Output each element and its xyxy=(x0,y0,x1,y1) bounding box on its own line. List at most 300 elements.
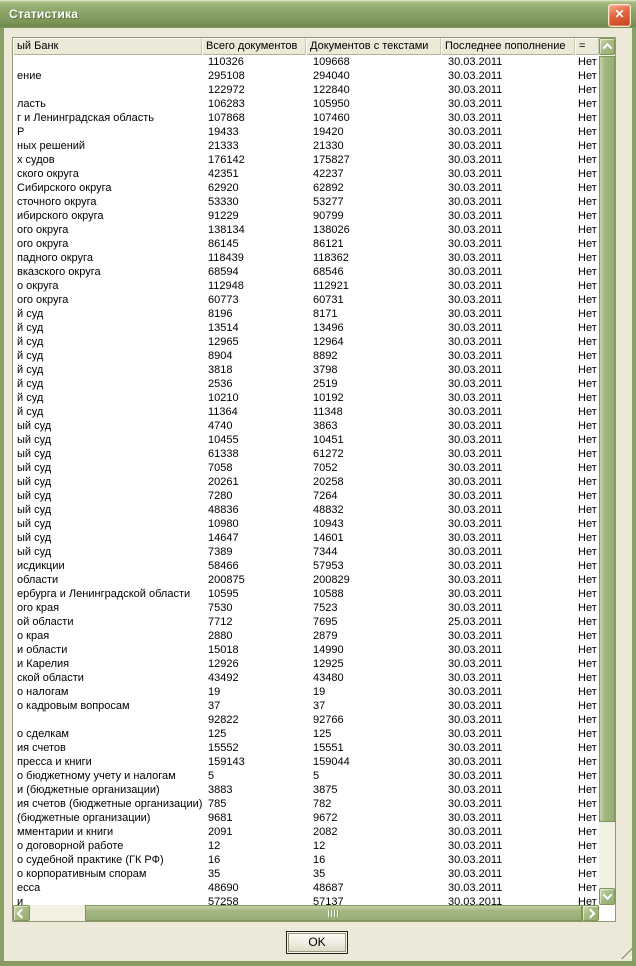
table-cell: Нет xyxy=(578,392,597,404)
table-cell: 30.03.2011 xyxy=(448,364,503,376)
table-row[interactable] xyxy=(13,657,599,671)
table-cell: 30.03.2011 xyxy=(448,658,503,670)
table-row[interactable] xyxy=(13,503,599,517)
window-border-right xyxy=(632,28,636,966)
table-cell: 200829 xyxy=(313,574,350,586)
table-cell: 30.03.2011 xyxy=(448,490,503,502)
table-cell: 30.03.2011 xyxy=(448,518,503,530)
window-border-bottom xyxy=(0,961,636,966)
table-row[interactable] xyxy=(13,405,599,419)
table-cell: 60731 xyxy=(313,294,344,306)
table-cell: й суд xyxy=(17,308,44,320)
table-cell: Нет xyxy=(578,70,597,82)
table-row[interactable] xyxy=(13,251,599,265)
table-cell: Р xyxy=(17,126,25,138)
table-cell: 30.03.2011 xyxy=(448,238,503,250)
table-cell: 48690 xyxy=(208,882,239,894)
table-cell xyxy=(13,83,202,97)
table-cell: Нет xyxy=(578,714,597,726)
table-cell: Нет xyxy=(578,840,597,852)
table-row[interactable] xyxy=(13,195,599,209)
table-cell: 30.03.2011 xyxy=(448,420,503,432)
table-row[interactable] xyxy=(13,391,599,405)
table-cell: ской области xyxy=(17,672,84,684)
table-cell: Нет xyxy=(578,518,597,530)
table-cell: 16 xyxy=(313,854,326,866)
table-cell: 30.03.2011 xyxy=(448,714,503,726)
table-cell: о кадровым вопросам xyxy=(17,700,130,712)
table-row[interactable] xyxy=(13,769,599,783)
chevron-up-icon xyxy=(602,43,612,53)
table-cell: 12925 xyxy=(313,658,344,670)
table-cell: 10595 xyxy=(208,588,239,600)
table-cell: Нет xyxy=(578,140,597,152)
table-row[interactable] xyxy=(13,433,599,447)
table-cell: 8171 xyxy=(313,308,338,320)
table-cell: Нет xyxy=(578,350,597,362)
table-cell: 7695 xyxy=(313,616,338,628)
table-cell: 159143 xyxy=(208,756,245,768)
table-cell: 3875 xyxy=(313,784,338,796)
table-row[interactable] xyxy=(13,895,599,905)
table-row[interactable] xyxy=(13,167,599,181)
table-cell: о судебной практике (ГК РФ) xyxy=(17,854,164,866)
table-cell: 7058 xyxy=(208,462,233,474)
table-cell: 8904 xyxy=(208,350,233,362)
table-row[interactable] xyxy=(13,727,599,741)
table-cell: о округа xyxy=(17,280,59,292)
table-cell: 2519 xyxy=(313,378,338,390)
table-cell: 86145 xyxy=(208,238,239,250)
table-cell: 48687 xyxy=(313,882,344,894)
table-cell: 30.03.2011 xyxy=(448,644,503,656)
table-row[interactable] xyxy=(13,489,599,503)
table-cell: 10455 xyxy=(208,434,239,446)
table-cell: 11364 xyxy=(208,406,238,418)
table-cell: 118362 xyxy=(313,252,349,264)
table-row[interactable] xyxy=(13,97,599,111)
table-cell: области xyxy=(17,574,59,586)
table-row[interactable] xyxy=(13,797,599,811)
table-cell: 43492 xyxy=(208,672,239,684)
table-cell: 122972 xyxy=(208,84,245,96)
table-cell: й суд xyxy=(17,350,44,362)
table-cell: 30.03.2011 xyxy=(448,336,503,348)
table-cell: 30.03.2011 xyxy=(448,392,503,404)
table-row[interactable] xyxy=(13,377,599,391)
table-cell: 30.03.2011 xyxy=(448,728,503,740)
table-cell: Нет xyxy=(578,84,597,96)
table-cell: Нет xyxy=(578,434,597,446)
table-cell: Нет xyxy=(578,98,597,110)
table-row[interactable] xyxy=(13,111,599,125)
statistics-table xyxy=(12,37,616,922)
table-cell: 10588 xyxy=(313,588,344,600)
table-row[interactable] xyxy=(13,181,599,195)
table-cell: 15018 xyxy=(208,644,239,656)
title-bar[interactable] xyxy=(0,0,636,28)
table-cell: Нет xyxy=(578,406,597,418)
table-cell: 19420 xyxy=(313,126,344,138)
table-cell: 53330 xyxy=(208,196,239,208)
column-header[interactable]: = xyxy=(575,38,599,55)
table-cell: 12964 xyxy=(313,336,344,348)
vertical-scroll-thumb[interactable] xyxy=(599,56,615,822)
table-cell: 30.03.2011 xyxy=(448,770,503,782)
table-cell: ение xyxy=(17,70,42,82)
chevron-right-icon xyxy=(586,908,596,918)
table-cell: ого округа xyxy=(17,224,69,236)
table-cell: вказского округа xyxy=(17,266,101,278)
table-cell: 5 xyxy=(313,770,320,782)
table-cell: ласть xyxy=(17,98,46,110)
table-cell: 37 xyxy=(313,700,326,712)
scrollbar-corner xyxy=(599,905,615,921)
chevron-left-icon xyxy=(17,908,27,918)
table-cell: 14647 xyxy=(208,532,239,544)
table-cell: 200875 xyxy=(208,574,245,586)
table-cell: 30.03.2011 xyxy=(448,280,503,292)
table-cell: Нет xyxy=(578,448,597,460)
table-row[interactable] xyxy=(13,139,599,153)
table-cell xyxy=(13,55,202,69)
close-icon: ✕ xyxy=(614,7,625,21)
table-cell: и области xyxy=(17,644,68,656)
table-cell: Нет xyxy=(578,336,597,348)
table-cell: 30.03.2011 xyxy=(448,168,503,180)
table-row[interactable] xyxy=(13,349,599,363)
table-cell: 57258 xyxy=(208,896,239,905)
table-row[interactable] xyxy=(13,699,599,713)
table-cell: й суд xyxy=(17,364,44,376)
column-header[interactable]: Документов с текстами xyxy=(306,38,441,55)
table-cell: Нет xyxy=(578,252,597,264)
table-cell: 7530 xyxy=(208,602,233,614)
table-cell: ия счетов xyxy=(17,742,66,754)
table-cell: 7052 xyxy=(313,462,338,474)
table-cell: 15552 xyxy=(208,742,239,754)
table-row[interactable] xyxy=(13,741,599,755)
table-row[interactable] xyxy=(13,223,599,237)
table-cell: 30.03.2011 xyxy=(448,252,503,264)
table-row[interactable] xyxy=(13,419,599,433)
table-cell: 30.03.2011 xyxy=(448,322,503,334)
table-cell: Нет xyxy=(578,182,597,194)
table-cell: 68594 xyxy=(208,266,239,278)
table-row[interactable] xyxy=(13,601,599,615)
table-row[interactable] xyxy=(13,237,599,251)
table-row[interactable] xyxy=(13,615,599,629)
table-row[interactable] xyxy=(13,461,599,475)
table-row[interactable] xyxy=(13,307,599,321)
table-cell: 30.03.2011 xyxy=(448,532,503,544)
table-cell: 20258 xyxy=(313,476,344,488)
table-cell: 3883 xyxy=(208,784,233,796)
table-cell: 61338 xyxy=(208,448,239,460)
table-cell: 13496 xyxy=(313,322,344,334)
table-cell: 30.03.2011 xyxy=(448,602,503,614)
table-cell: 62920 xyxy=(208,182,239,194)
table-cell: й суд xyxy=(17,336,44,348)
table-cell: 14990 xyxy=(313,644,344,656)
table-cell: Нет xyxy=(578,504,597,516)
horizontal-scroll-thumb[interactable] xyxy=(85,905,582,921)
table-row[interactable] xyxy=(13,335,599,349)
table-cell: 4740 xyxy=(208,420,233,432)
table-cell: 16 xyxy=(208,854,221,866)
close-button[interactable] xyxy=(608,4,631,27)
table-cell: 110326 xyxy=(208,56,244,68)
table-cell: 20261 xyxy=(208,476,239,488)
table-cell: Нет xyxy=(578,616,597,628)
window-title: Статистика xyxy=(9,7,79,21)
table-cell: 175827 xyxy=(313,154,350,166)
table-row[interactable] xyxy=(13,783,599,797)
table-cell: Нет xyxy=(578,196,597,208)
table-cell: 90799 xyxy=(313,210,344,222)
table-row[interactable] xyxy=(13,363,599,377)
table-cell: Сибирского округа xyxy=(17,182,112,194)
scroll-left-button[interactable] xyxy=(13,905,30,921)
table-cell: й суд xyxy=(17,406,44,418)
table-cell: ый суд xyxy=(17,504,52,516)
column-header[interactable]: ый Банк xyxy=(13,38,202,55)
table-cell: 785 xyxy=(208,798,227,810)
column-header[interactable]: Последнее пополнение xyxy=(441,38,575,55)
table-cell: Нет xyxy=(578,168,597,180)
table-cell: 30.03.2011 xyxy=(448,462,503,474)
table-cell: 35 xyxy=(313,868,326,880)
table-cell: 112921 xyxy=(313,280,349,292)
table-cell: Нет xyxy=(578,686,597,698)
table-cell: 106283 xyxy=(208,98,245,110)
table-cell: 8892 xyxy=(313,350,338,362)
table-cell: 30.03.2011 xyxy=(448,406,503,418)
table-cell: 19 xyxy=(313,686,326,698)
table-cell: 86121 xyxy=(313,238,344,250)
table-cell: Нет xyxy=(578,112,597,124)
table-cell: Нет xyxy=(578,154,597,166)
table-row[interactable] xyxy=(13,713,599,727)
table-cell: 30.03.2011 xyxy=(448,476,503,488)
table-cell: 295108 xyxy=(208,70,245,82)
table-cell: 53277 xyxy=(313,196,344,208)
table-cell: 125 xyxy=(313,728,332,740)
table-cell: о бюджетному учету и налогам xyxy=(17,770,176,782)
table-cell: 2091 xyxy=(208,826,233,838)
table-row[interactable] xyxy=(13,839,599,853)
table-cell: 30.03.2011 xyxy=(448,308,503,320)
table-cell: Нет xyxy=(578,420,597,432)
table-cell: 30.03.2011 xyxy=(448,868,503,880)
table-cell: 5 xyxy=(208,770,215,782)
table-row[interactable] xyxy=(13,293,599,307)
table-cell: Нет xyxy=(578,322,597,334)
scroll-right-button[interactable] xyxy=(582,905,599,921)
table-cell: 30.03.2011 xyxy=(448,756,503,768)
table-cell: Нет xyxy=(578,266,597,278)
table-row[interactable] xyxy=(13,83,599,97)
table-cell: Нет xyxy=(578,532,597,544)
table-row[interactable] xyxy=(13,853,599,867)
table-cell: (бюджетные организации) xyxy=(17,812,151,824)
table-cell: 30.03.2011 xyxy=(448,266,503,278)
table-cell: 2879 xyxy=(313,630,338,642)
table-cell: Нет xyxy=(578,490,597,502)
table-cell: Нет xyxy=(578,784,597,796)
table-cell: Нет xyxy=(578,126,597,138)
table-cell: 30.03.2011 xyxy=(448,182,503,194)
table-row[interactable] xyxy=(13,643,599,657)
table-cell: 176142 xyxy=(208,154,245,166)
table-row[interactable] xyxy=(13,279,599,293)
table-cell: 30.03.2011 xyxy=(448,812,503,824)
table-row[interactable] xyxy=(13,671,599,685)
table-cell: Нет xyxy=(578,294,597,306)
table-cell: 30.03.2011 xyxy=(448,742,503,754)
table-cell: 294040 xyxy=(313,70,350,82)
table-cell: 107868 xyxy=(208,112,245,124)
table-cell: й суд xyxy=(17,392,44,404)
table-cell: 7712 xyxy=(208,616,233,628)
table-row[interactable] xyxy=(13,209,599,223)
table-cell: 7264 xyxy=(313,490,338,502)
table-row[interactable] xyxy=(13,867,599,881)
table-row[interactable] xyxy=(13,811,599,825)
table-row[interactable] xyxy=(13,475,599,489)
table-row[interactable] xyxy=(13,153,599,167)
resize-grip-icon[interactable] xyxy=(619,946,632,959)
table-cell: ербурга и Ленинградской области xyxy=(17,588,191,600)
table-row[interactable] xyxy=(13,545,599,559)
table-cell: 159044 xyxy=(313,756,350,768)
table-cell: 10210 xyxy=(208,392,239,404)
table-cell: 30.03.2011 xyxy=(448,378,503,390)
table-row[interactable] xyxy=(13,587,599,601)
vertical-scrollbar[interactable] xyxy=(599,38,615,905)
table-row[interactable] xyxy=(13,531,599,545)
table-row[interactable] xyxy=(13,125,599,139)
table-cell: 7280 xyxy=(208,490,233,502)
table-row[interactable] xyxy=(13,629,599,643)
table-cell: 2536 xyxy=(208,378,233,390)
table-cell: 30.03.2011 xyxy=(448,896,503,905)
table-cell: ия счетов (бюджетные организации) xyxy=(17,798,202,810)
table-cell: Нет xyxy=(578,574,597,586)
table-cell: и Карелия xyxy=(17,658,70,670)
table-cell: 10451 xyxy=(313,434,344,446)
table-cell: ый суд xyxy=(17,434,52,446)
table-row[interactable] xyxy=(13,573,599,587)
table-row[interactable] xyxy=(13,559,599,573)
table-row[interactable] xyxy=(13,755,599,769)
table-row[interactable] xyxy=(13,321,599,335)
chevron-down-icon xyxy=(602,890,612,900)
table-cell: 30.03.2011 xyxy=(448,630,503,642)
table-cell: 30.03.2011 xyxy=(448,574,503,586)
table-cell: 68546 xyxy=(313,266,344,278)
table-cell: ый суд xyxy=(17,462,52,474)
table-row[interactable] xyxy=(13,69,599,83)
table-cell: и xyxy=(17,896,24,905)
table-cell: 30.03.2011 xyxy=(448,448,503,460)
table-cell: 30.03.2011 xyxy=(448,882,503,894)
table-cell: 8196 xyxy=(208,308,233,320)
table-row[interactable] xyxy=(13,55,599,69)
column-header[interactable]: Всего документов xyxy=(202,38,306,55)
table-cell: 30.03.2011 xyxy=(448,560,503,572)
table-cell: Нет xyxy=(578,854,597,866)
table-cell: 35 xyxy=(208,868,221,880)
table-cell: Нет xyxy=(578,826,597,838)
table-cell: ый суд xyxy=(17,448,52,460)
table-cell: о корпоративным спорам xyxy=(17,868,147,880)
table-cell: 30.03.2011 xyxy=(448,70,503,82)
scroll-down-button[interactable] xyxy=(599,888,615,905)
table-cell: 138134 xyxy=(208,224,245,236)
table-cell: 11348 xyxy=(313,406,343,418)
table-cell: 9681 xyxy=(208,812,233,824)
table-cell: 122840 xyxy=(313,84,350,96)
scroll-up-button[interactable] xyxy=(599,38,615,55)
table-row[interactable] xyxy=(13,825,599,839)
table-cell: 21333 xyxy=(208,140,239,152)
table-cell: Нет xyxy=(578,812,597,824)
table-cell: ый суд xyxy=(17,476,52,488)
table-cell: Нет xyxy=(578,630,597,642)
table-cell: 12 xyxy=(313,840,326,852)
horizontal-scrollbar[interactable] xyxy=(13,905,599,921)
table-cell: 57137 xyxy=(313,896,344,905)
table-cell: Нет xyxy=(578,742,597,754)
table-cell: 30.03.2011 xyxy=(448,112,503,124)
table-cell: 30.03.2011 xyxy=(448,798,503,810)
table-row[interactable] xyxy=(13,881,599,895)
table-cell: 61272 xyxy=(313,448,344,460)
table-cell: 42237 xyxy=(313,168,344,180)
table-cell: Нет xyxy=(578,798,597,810)
table-cell: Нет xyxy=(578,476,597,488)
table-cell: ского округа xyxy=(17,168,79,180)
table-cell: ибирского округа xyxy=(17,210,104,222)
table-cell: ый суд xyxy=(17,518,52,530)
table-cell: Нет xyxy=(578,756,597,768)
table-header xyxy=(13,38,599,55)
table-row[interactable] xyxy=(13,685,599,699)
table-cell: Нет xyxy=(578,378,597,390)
table-row[interactable] xyxy=(13,447,599,461)
table-cell: х судов xyxy=(17,154,55,166)
table-row[interactable] xyxy=(13,265,599,279)
ok-button[interactable]: OK xyxy=(286,931,348,954)
table-cell: Нет xyxy=(578,588,597,600)
table-cell: 2880 xyxy=(208,630,233,642)
table-cell: Нет xyxy=(578,280,597,292)
table-cell: г и Ленинградская область xyxy=(17,112,154,124)
table-cell: Нет xyxy=(578,546,597,558)
table-cell: 21330 xyxy=(313,140,344,152)
table-row[interactable] xyxy=(13,517,599,531)
table-cell: Нет xyxy=(578,56,597,68)
table-cell: 62892 xyxy=(313,182,344,194)
table-cell: 30.03.2011 xyxy=(448,546,503,558)
table-cell: 30.03.2011 xyxy=(448,154,503,166)
table-cell: 10980 xyxy=(208,518,239,530)
table-cell: 30.03.2011 xyxy=(448,224,503,236)
table-cell: 30.03.2011 xyxy=(448,672,503,684)
table-cell: ый суд xyxy=(17,546,52,558)
table-cell: ого края xyxy=(17,602,60,614)
